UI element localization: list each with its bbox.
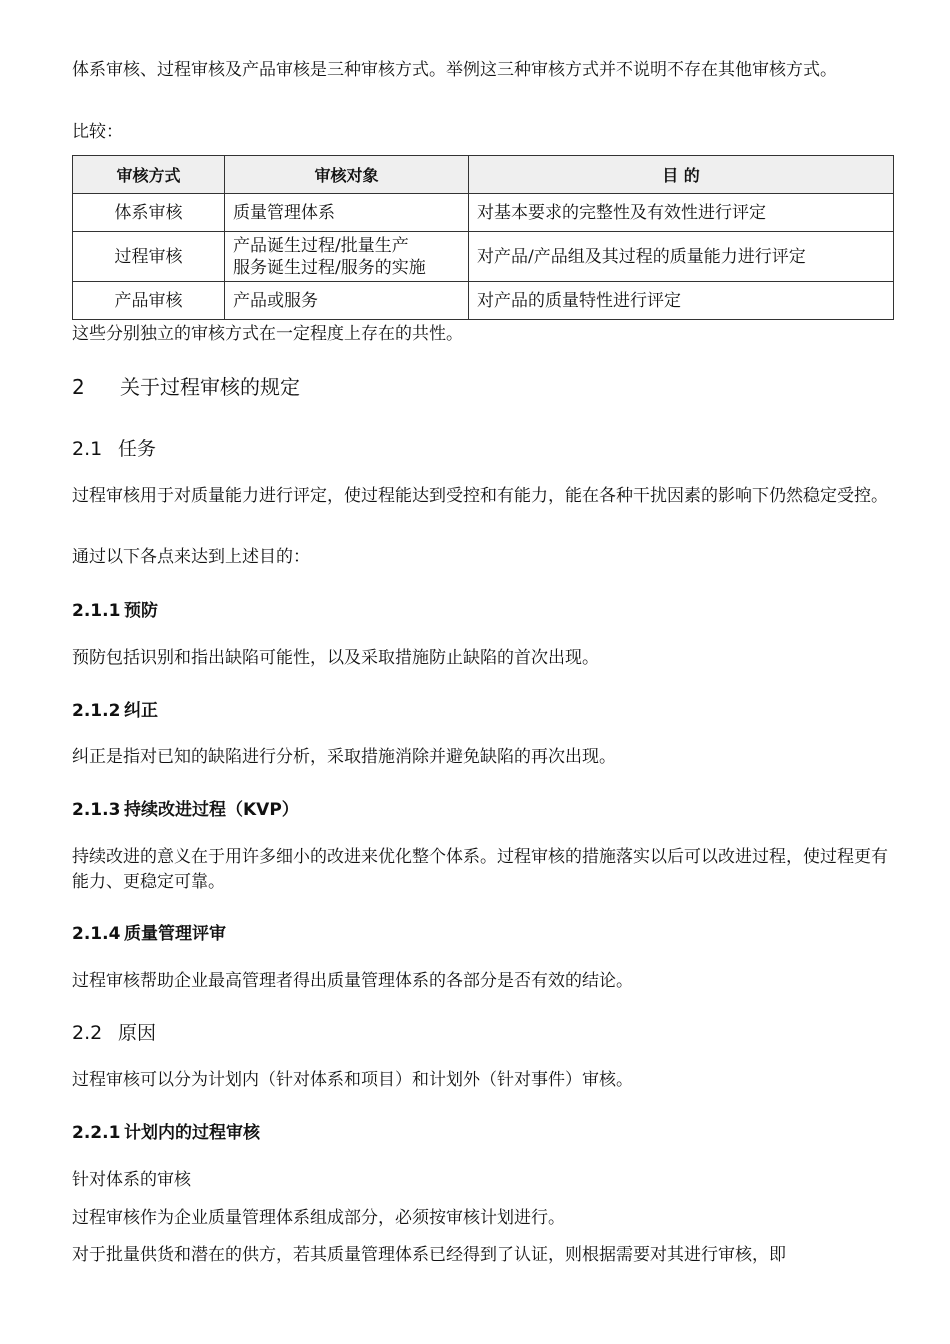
section-2-1-1-heading [72,596,158,621]
cell-object-line1: 产品诞生过程/批量生产 [233,235,409,256]
paragraph: 通过以下各点来达到上述目的： [72,547,310,567]
section-number: 2.1 [72,438,103,460]
cell-object: 质量管理体系 [225,194,469,232]
paragraph: 过程审核可以分为计划内（针对体系和项目）和计划外（针对事件）审核。 [72,1070,633,1090]
section-number: 2.2 [72,1022,103,1044]
paragraph: 预防包括识别和指出缺陷可能性，以及采取措施防止缺陷的首次出现。 [72,648,599,668]
section-title: 任务 [118,438,157,460]
cell-type: 产品审核 [73,282,225,320]
cell-type: 过程审核 [73,232,225,282]
paragraph: 纠正是指对已知的缺陷进行分析，采取措施消除并避免缺陷的再次出现。 [72,747,616,767]
cell-object-line2: 服务诞生过程/服务的实施 [233,257,426,278]
section-title: 原因 [118,1022,157,1044]
cell-purpose: 对基本要求的完整性及有效性进行评定 [469,194,894,232]
section-title: 纠正 [124,701,158,721]
section-2-heading [72,371,300,400]
compare-label: 比较： [72,122,123,142]
cell-object [225,232,469,282]
cell-purpose: 对产品/产品组及其过程的质量能力进行评定 [469,232,894,282]
section-title: 关于过程审核的规定 [120,375,300,399]
section-number: 2.2.1 [72,1123,121,1143]
paragraph: 对于批量供货和潜在的供方，若其质量管理体系已经得到了认证，则根据需要对其进行审核，即 [72,1245,786,1265]
section-number: 2.1.4 [72,924,121,944]
comparison-table [72,155,894,320]
section-number: 2.1.2 [72,701,121,721]
cell-object: 产品或服务 [225,282,469,320]
header-audit-type: 审核方式 [73,156,225,194]
section-2-2-1-heading [72,1118,260,1143]
paragraph: 针对体系的审核 [72,1170,191,1190]
section-title: 预防 [124,601,158,621]
header-audit-object: 审核对象 [225,156,469,194]
paragraph: 持续改进的意义在于用许多细小的改进来优化整个体系。过程审核的措施落实以后可以改进过程，使过程更有能力、更稳定可靠。 [72,847,888,892]
section-2-1-3-heading [72,795,299,820]
header-purpose: 目 的 [469,156,894,194]
section-number: 2.1.3 [72,800,121,820]
paragraph: 过程审核帮助企业最高管理者得出质量管理体系的各部分是否有效的结论。 [72,971,633,991]
section-title: 计划内的过程审核 [124,1123,260,1143]
section-2-2-heading [72,1018,156,1045]
intro-paragraph: 体系审核、过程审核及产品审核是三种审核方式。举例这三种审核方式并不说明不存在其他审核方式。 [72,60,837,80]
section-2-1-4-heading [72,919,226,944]
paragraph: 过程审核作为企业质量管理体系组成部分，必须按审核计划进行。 [72,1208,565,1228]
section-2-1-2-heading [72,696,158,721]
table-row [73,232,894,282]
section-title: 质量管理评审 [124,924,226,944]
table-row [73,194,894,232]
paragraph: 过程审核用于对质量能力进行评定，使过程能达到受控和有能力，能在各种干扰因素的影响下仍然稳定受控。 [72,486,888,506]
cell-type: 体系审核 [73,194,225,232]
cell-purpose: 对产品的质量特性进行评定 [469,282,894,320]
after-table-text: 这些分别独立的审核方式在一定程度上存在的共性。 [72,324,463,344]
section-title: 持续改进过程（KVP） [124,800,299,820]
section-number: 2 [72,375,85,399]
section-2-1-heading [72,434,156,461]
table-header-row [73,156,894,194]
table-row [73,282,894,320]
section-number: 2.1.1 [72,601,121,621]
